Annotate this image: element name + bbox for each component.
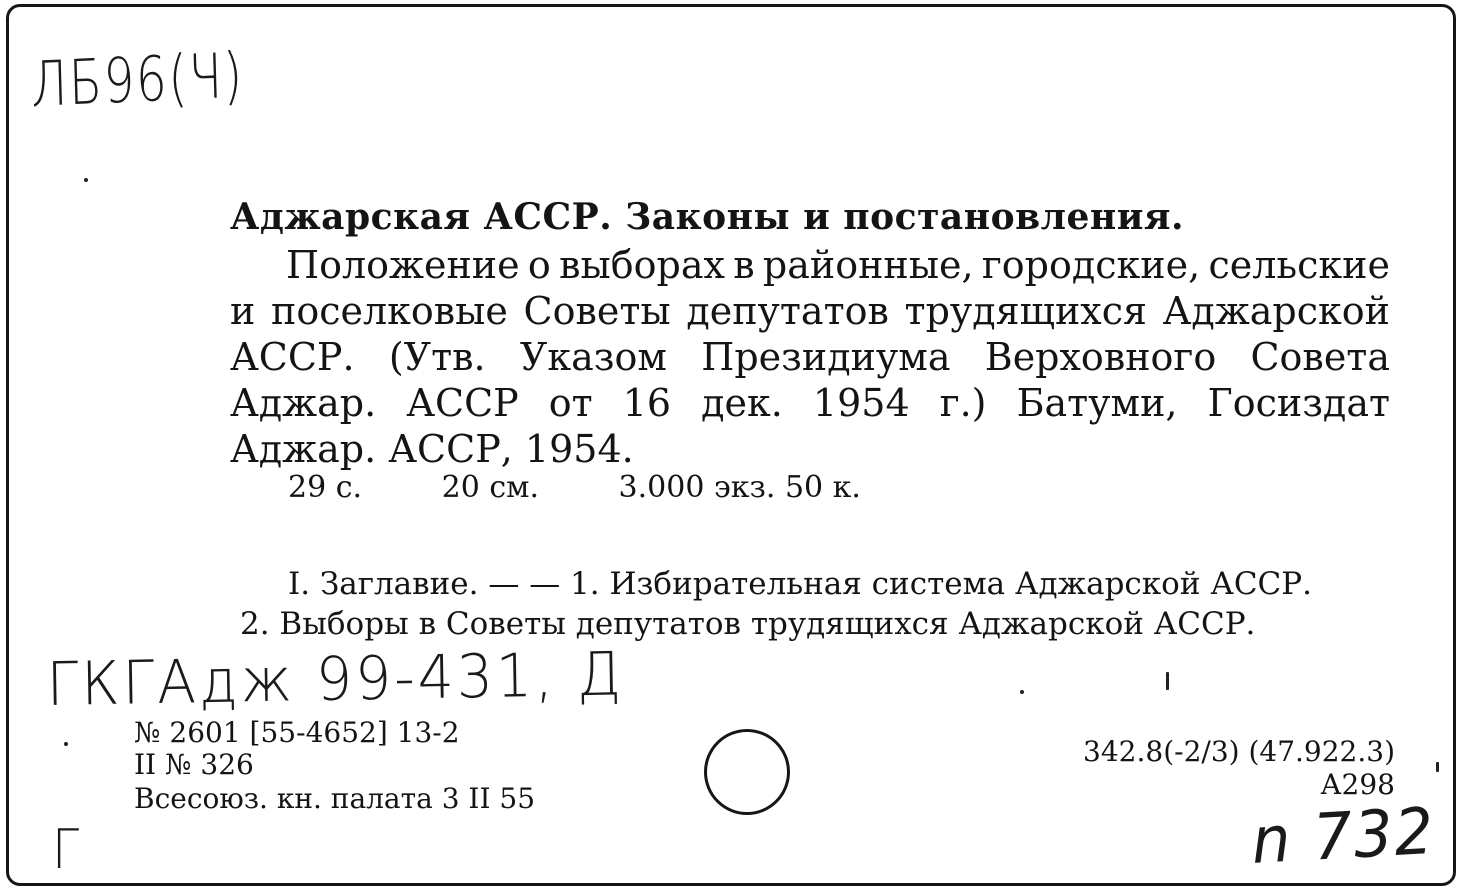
description-word: (Утв. <box>388 335 486 379</box>
description-word: Указом <box>519 335 667 379</box>
scan-speck <box>64 742 68 746</box>
description-word: 1954 <box>812 381 910 425</box>
description-word: дек. <box>701 381 783 425</box>
description-word: и <box>230 289 256 333</box>
description-word: о <box>527 243 551 287</box>
description-word: депутатов <box>686 289 889 333</box>
handwritten-archive-code: ГКГАдж 99-431, Д <box>46 639 625 720</box>
collation-size: 20 см. <box>441 470 539 505</box>
description-word: Верховного <box>984 335 1217 379</box>
handwritten-shelf-mark: ЛБ96(Ч) <box>30 38 245 121</box>
description-word: от <box>548 381 593 425</box>
description-line <box>230 242 1390 288</box>
handwritten-number: n 732 <box>1250 794 1437 879</box>
record-description <box>230 242 1390 472</box>
record-collation <box>288 470 861 505</box>
description-word: АССР <box>406 381 519 425</box>
description-word: районные, <box>762 243 974 287</box>
book-chamber-date: Всесоюз. кн. палата 3 II 55 <box>134 782 536 815</box>
description-word: г.) <box>939 381 987 425</box>
description-word: Госиздат <box>1207 381 1390 425</box>
description-word: выборах <box>559 243 725 287</box>
scan-speck <box>84 178 88 182</box>
description-word: городские, <box>981 243 1201 287</box>
description-word: в <box>733 243 755 287</box>
description-word: Президиума <box>701 335 951 379</box>
description-word: АССР. <box>230 335 355 379</box>
scan-speck <box>1436 762 1439 772</box>
description-line <box>230 288 1390 334</box>
series-number: II № 326 <box>134 748 254 781</box>
scan-speck <box>1166 672 1169 690</box>
description-word: Совета <box>1250 335 1390 379</box>
handwritten-corner-mark: Г <box>52 818 80 881</box>
description-line <box>230 380 1390 426</box>
registration-number: № 2601 [55-4652] 13-2 <box>134 716 460 749</box>
collation-pages: 29 с. <box>288 470 363 505</box>
tracing-title-subject: I. Заглавие. — — 1. Избирательная система Аджарской АССР. <box>288 566 1312 602</box>
description-word: трудящихся <box>904 289 1147 333</box>
description-word: поселковые <box>271 289 508 333</box>
description-word: Положение <box>286 243 520 287</box>
collation-copies-price: 3.000 экз. 50 к. <box>618 470 861 505</box>
description-word: Батуми, <box>1016 381 1178 425</box>
description-word: сельские <box>1208 243 1390 287</box>
tracing-subject-2: 2. Выборы в Советы депутатов трудящихся Аджарской АССР. <box>240 606 1256 642</box>
punch-hole <box>704 729 790 815</box>
classification-code: 342.8(-2/3) (47.922.3) <box>1083 735 1395 768</box>
description-word: 16 <box>622 381 672 425</box>
record-heading: Аджарская АССР. Законы и постановления. <box>230 196 1185 238</box>
scan-speck <box>1020 690 1024 694</box>
description-line <box>230 334 1390 380</box>
description-word: Аджарской <box>1162 289 1390 333</box>
description-word: Аджар. АССР, 1954. <box>230 427 634 471</box>
description-line <box>230 426 1390 472</box>
description-word: Аджар. <box>230 381 377 425</box>
author-mark: А298 <box>1320 768 1395 801</box>
description-word: Советы <box>523 289 671 333</box>
